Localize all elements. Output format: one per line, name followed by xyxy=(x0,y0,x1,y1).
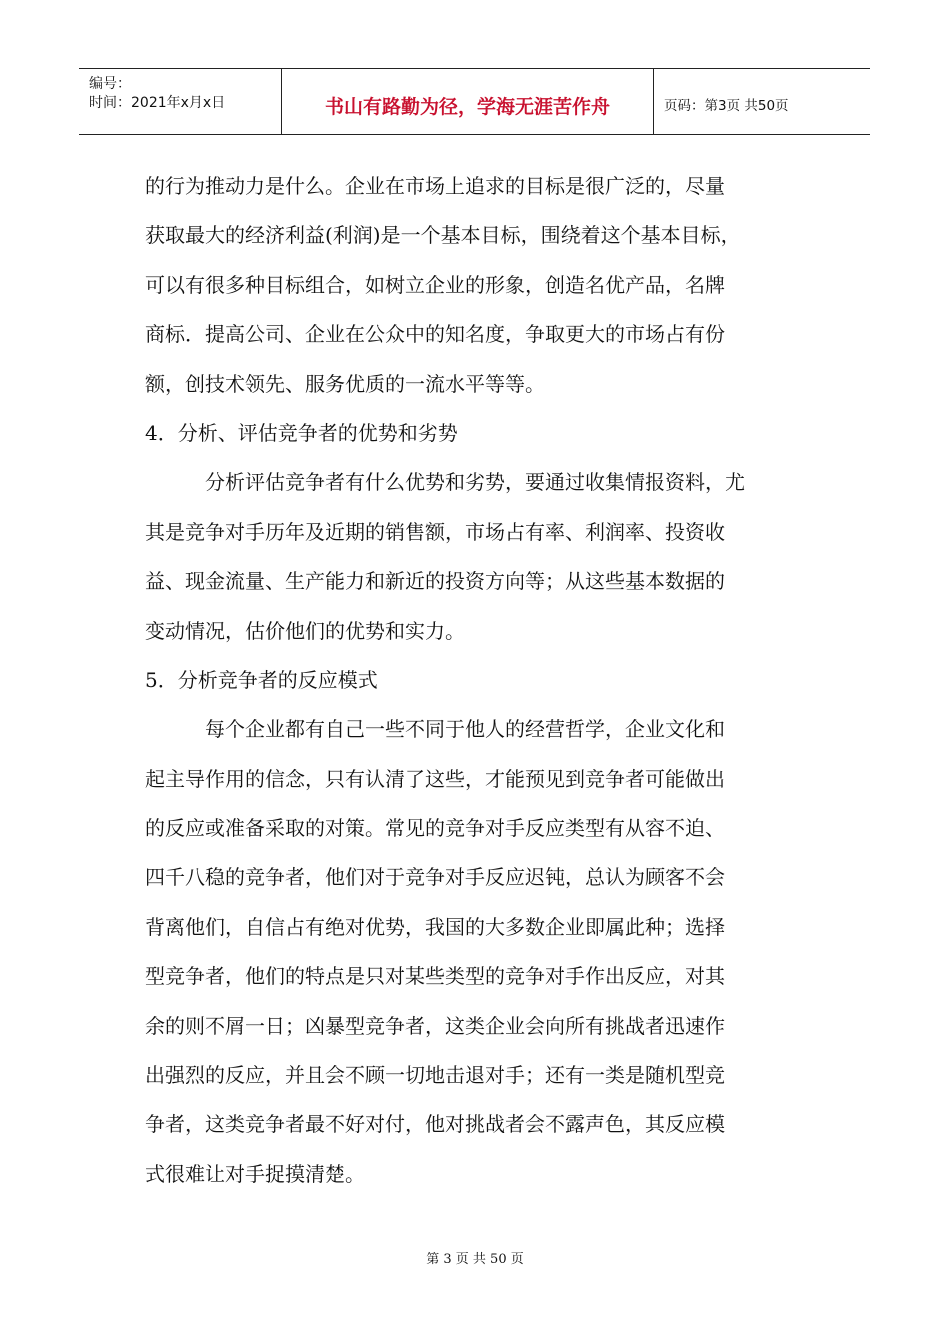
document-number-label: 编号： xyxy=(89,76,131,92)
body-line: 额，创技术领先、服务优质的一流水平等等。 xyxy=(145,371,545,396)
paragraph-first-line: 分析评估竞争者有什么优势和劣势，要通过收集情报资料，尤 xyxy=(205,470,745,495)
header-middle-cell xyxy=(281,69,654,134)
document-date: 时间：2021年x月x日 xyxy=(89,95,226,111)
body-line: 出强烈的反应，并且会不顾一切地击退对手；还有一类是随机型竞 xyxy=(145,1063,725,1088)
document-header xyxy=(79,68,870,135)
body-line: 背离他们，自信占有绝对优势，我国的大多数企业即属此种；选择 xyxy=(145,914,725,939)
body-line: 式很难让对手捉摸清楚。 xyxy=(145,1161,365,1186)
header-left-cell xyxy=(79,69,281,134)
page-footer: 第 3 页 共 50 页 xyxy=(426,1252,524,1267)
header-motto: 书山有路勤为径，学海无涯苦作舟 xyxy=(324,96,610,118)
body-line: 型竞争者，他们的特点是只对某些类型的竞争对手作出反应，对其 xyxy=(145,964,725,989)
body-line: 可以有很多种目标组合，如树立企业的形象，创造名优产品，名牌 xyxy=(145,272,725,297)
body-line: 获取最大的经济利益(利润)是一个基本目标，围绕着这个基本目标， xyxy=(145,223,741,248)
header-page-info: 页码：第3页 共50页 xyxy=(664,98,789,114)
header-right-cell xyxy=(654,69,870,134)
body-line: 起主导作用的信念，只有认清了这些，才能预见到竞争者可能做出 xyxy=(145,766,725,791)
body-line: 商标．提高公司、企业在公众中的知名度，争取更大的市场占有份 xyxy=(145,322,725,347)
body-line: 四千八稳的竞争者，他们对于竞争对手反应迟钝，总认为顾客不会 xyxy=(145,865,725,890)
body-line: 余的则不屑一日；凶暴型竞争者，这类企业会向所有挑战者迅速作 xyxy=(145,1013,725,1038)
section-heading: 4．分析、评估竞争者的优势和劣势 xyxy=(145,420,458,445)
body-line: 的行为推动力是什么。企业在市场上追求的目标是很广泛的，尽量 xyxy=(145,174,725,198)
body-line: 的反应或准备采取的对策。常见的竞争对手反应类型有从容不迫、 xyxy=(145,816,725,841)
document-body xyxy=(145,166,805,1203)
body-line: 其是竞争对手历年及近期的销售额，市场占有率、利润率、投资收 xyxy=(145,519,725,544)
body-line: 变动情况，估价他们的优势和实力。 xyxy=(145,618,465,643)
body-line: 益、现金流量、生产能力和新近的投资方向等；从这些基本数据的 xyxy=(145,569,725,594)
section-heading: 5．分析竞争者的反应模式 xyxy=(145,667,378,692)
paragraph-first-line: 每个企业都有自己一些不同于他人的经营哲学，企业文化和 xyxy=(205,717,725,742)
body-line: 争者，这类竞争者最不好对付，他对挑战者会不露声色，其反应模 xyxy=(145,1112,725,1137)
